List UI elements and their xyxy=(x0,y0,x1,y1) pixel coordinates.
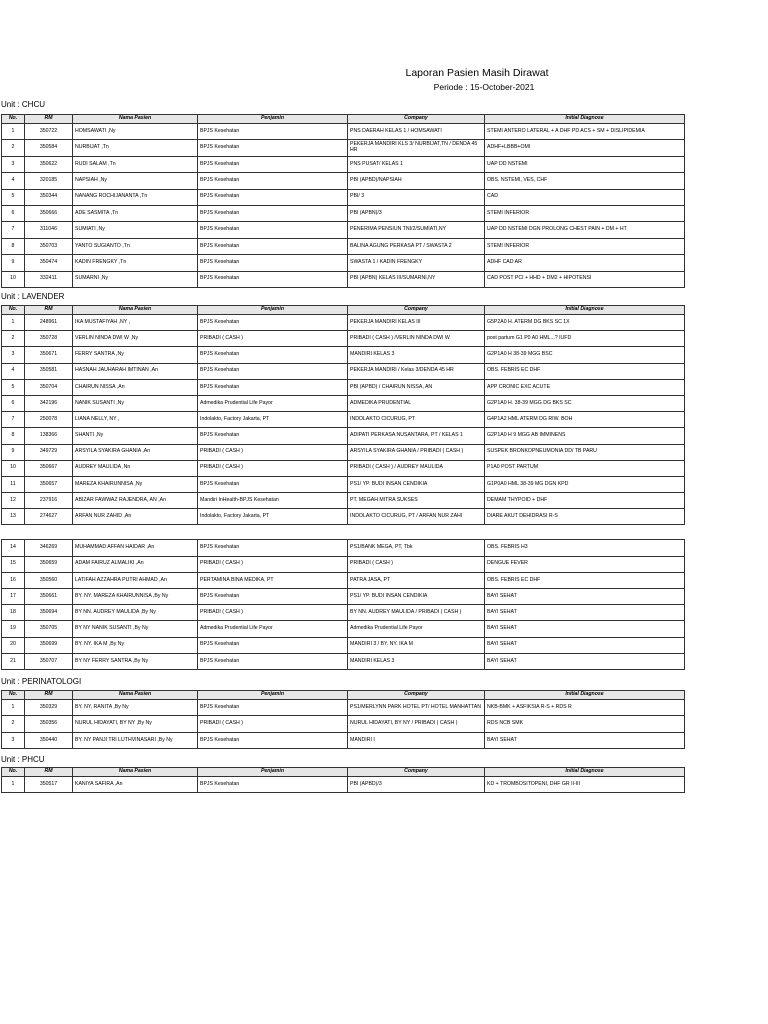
table-row xyxy=(2,173,685,189)
table-cell: G4P1A2 HML ATERM DG RIW. BOH xyxy=(485,412,685,428)
table-cell: 350705 xyxy=(25,621,73,637)
table-cell: 349729 xyxy=(25,444,73,460)
table-cell: 2 xyxy=(2,716,25,732)
table-row xyxy=(2,412,685,428)
table-row xyxy=(2,621,685,637)
table-row xyxy=(2,379,685,395)
table-cell: PRIBADI ( CASH ) xyxy=(198,444,348,460)
table-row xyxy=(2,777,685,793)
table-cell: post partum G1 P0 A0 HML...? IUFD xyxy=(485,331,685,347)
table-cell: PRIBADI ( CASH ) xyxy=(198,716,348,732)
table-header-row xyxy=(2,768,685,777)
table-cell: 1 xyxy=(2,124,25,140)
table-cell: PNS DAERAH KELAS 1 / HOMSAWATI xyxy=(348,124,485,140)
table-row xyxy=(2,476,685,492)
table-row xyxy=(2,315,685,331)
table-cell: 18 xyxy=(2,605,25,621)
table-cell: 10 xyxy=(2,271,25,287)
column-header: Nama Pasien xyxy=(73,306,198,315)
table-cell: BPJS Kesehatan xyxy=(198,140,348,156)
table-cell: PBI (APBD) / CHAIRUN NISSA, AN xyxy=(348,379,485,395)
table-cell: 6 xyxy=(2,395,25,411)
table-cell: 138366 xyxy=(25,428,73,444)
table-cell: PEKERJA MANDIRI KLS 3/ NURBIJAT,TN / DENDA 45 HR xyxy=(348,140,485,156)
column-header: Initial Diagnose xyxy=(485,691,685,700)
table-cell: 17 xyxy=(2,589,25,605)
table-row xyxy=(2,732,685,748)
table-cell: 350703 xyxy=(25,238,73,254)
table-cell: PBI (APBD)/3 xyxy=(348,777,485,793)
table-row xyxy=(2,255,685,271)
table-cell: 20 xyxy=(2,637,25,653)
table-cell: 8 xyxy=(2,428,25,444)
column-header: No. xyxy=(2,306,25,315)
table-cell: BAYI SEHAT xyxy=(485,605,685,621)
table-cell: ADHF+LBBB+OMI xyxy=(485,140,685,156)
table-cell: PRIBADI ( CASH ) xyxy=(198,331,348,347)
table-cell: Indolakto, Factory Jakarta, PT xyxy=(198,412,348,428)
table-cell: MANDIRI I xyxy=(348,732,485,748)
table-cell: 6 xyxy=(2,205,25,221)
table-cell: ARFAN NUR ZAHID ,An xyxy=(73,509,198,525)
table-cell: Mandiri InHealth-BPJS Kesehatan xyxy=(198,493,348,509)
table-cell: ADIPATI PERKASA NUSANTARA, PT / KELAS 1 xyxy=(348,428,485,444)
table-cell: 10 xyxy=(2,460,25,476)
column-header: Penjamin xyxy=(198,115,348,124)
patient-table xyxy=(1,114,685,288)
table-row xyxy=(2,347,685,363)
table-cell: DENGUE FEVER xyxy=(485,556,685,572)
column-header: Penjamin xyxy=(198,768,348,777)
column-header: Nama Pasien xyxy=(73,115,198,124)
column-header: Company xyxy=(348,691,485,700)
table-cell: 350667 xyxy=(25,460,73,476)
table-cell: Indolakto, Factory Jakarta, PT xyxy=(198,509,348,525)
table-cell: BAYI SEHAT xyxy=(485,732,685,748)
table-cell: NAPSIAH ,Ny xyxy=(73,173,198,189)
table-cell: PNS PUSAT/ KELAS 1 xyxy=(348,156,485,172)
table-cell: 350356 xyxy=(25,716,73,732)
table-cell: 350517 xyxy=(25,777,73,793)
table-cell: KANIYA SAFIRA ,An xyxy=(73,777,198,793)
table-cell: NANIK SUSANTI ,Ny xyxy=(73,395,198,411)
table-cell: BY NY FERRY SANTRA ,By Ny xyxy=(73,653,198,669)
table-cell: IKA MUSTAFIYAH ,NY , xyxy=(73,315,198,331)
table-cell: BPJS Kesehatan xyxy=(198,315,348,331)
unit-label: Unit : PERINATOLOGI xyxy=(1,677,82,686)
table-cell: SUMIATI ,Ny xyxy=(73,222,198,238)
table-cell: BAYI SEHAT xyxy=(485,621,685,637)
table-cell: AUDREY MAULIDA ,Nn xyxy=(73,460,198,476)
table-cell: BPJS Kesehatan xyxy=(198,238,348,254)
table-cell: BPJS Kesehatan xyxy=(198,222,348,238)
table-cell: NURUL HIDAYATI, BY NY / PRIBADI ( CASH ) xyxy=(348,716,485,732)
table-row xyxy=(2,428,685,444)
table-cell: FERRY SANTRA ,Ny xyxy=(73,347,198,363)
table-row xyxy=(2,556,685,572)
column-header: Penjamin xyxy=(198,306,348,315)
table-cell: PENERIMA PENSIUN TNI/2/SUMIATI,NY xyxy=(348,222,485,238)
table-cell: OBS. FEBRIS EC DHF xyxy=(485,363,685,379)
column-header: Initial Diagnose xyxy=(485,306,685,315)
table-cell: MANDIRI 3 / BY. NY. IKA M xyxy=(348,637,485,653)
table-row xyxy=(2,716,685,732)
table-cell: PS1/BANK MEGA, PT, Tbk xyxy=(348,540,485,556)
table-row xyxy=(2,238,685,254)
table-cell: 350474 xyxy=(25,255,73,271)
table-header-row xyxy=(2,306,685,315)
table-cell: BPJS Kesehatan xyxy=(198,428,348,444)
table-cell: DIARE AKUT DEHIDRASI R-S xyxy=(485,509,685,525)
table-cell: 350329 xyxy=(25,700,73,716)
table-cell: NURUL HIDAYATI, BY NY ,By Ny xyxy=(73,716,198,732)
table-cell: 350722 xyxy=(25,124,73,140)
table-cell: VERLIN NINDA DWI W ,Ny xyxy=(73,331,198,347)
column-header: RM xyxy=(25,115,73,124)
table-row xyxy=(2,205,685,221)
table-cell: ABIZAR FAWWAZ RAJENDRA, AN ,An xyxy=(73,493,198,509)
table-cell: G1P0A0 HML 38-39 MG DGN KPD xyxy=(485,476,685,492)
table-cell: BAYI SEHAT xyxy=(485,653,685,669)
table-cell: PS1/ YP. BUDI INSAN CENDIKIA xyxy=(348,476,485,492)
table-cell: 250078 xyxy=(25,412,73,428)
column-header: RM xyxy=(25,691,73,700)
table-cell: G2P1A0 H. 38-39 MGG DG BKS SC xyxy=(485,395,685,411)
report-period: Periode : 15-October-2021 xyxy=(433,82,535,92)
table-cell: 350657 xyxy=(25,476,73,492)
table-cell: 350440 xyxy=(25,732,73,748)
table-cell: 5 xyxy=(2,189,25,205)
table-cell: SWASTA 1 / KADIN FRENGKY xyxy=(348,255,485,271)
table-cell: 15 xyxy=(2,556,25,572)
table-cell: SUMARNI ,Ny xyxy=(73,271,198,287)
table-cell: 350584 xyxy=(25,140,73,156)
table-cell: 350671 xyxy=(25,347,73,363)
table-row xyxy=(2,700,685,716)
unit-label: Unit : CHCU xyxy=(1,100,46,109)
table-cell: BPJS Kesehatan xyxy=(198,255,348,271)
table-cell: BY. NY. IKA M ,By Ny xyxy=(73,637,198,653)
table-cell: RDS NCB SMK xyxy=(485,716,685,732)
column-header: No. xyxy=(2,691,25,700)
table-cell: 12 xyxy=(2,493,25,509)
column-header: Penjamin xyxy=(198,691,348,700)
table-cell: 21 xyxy=(2,653,25,669)
table-row xyxy=(2,222,685,238)
table-cell: HASNAH JAUHARAH IMTINAN ,An xyxy=(73,363,198,379)
table-cell: PEKERJA MANDIRI / Kelas 3/DENDA 45 HR xyxy=(348,363,485,379)
table-cell: ADMEDIKA PRUDENTIAL xyxy=(348,395,485,411)
table-cell: MANDIRI KELAS 3 xyxy=(348,347,485,363)
table-cell: PATRA JASA, PT xyxy=(348,572,485,588)
table-cell: LIANA NELLY, NY , xyxy=(73,412,198,428)
table-cell: BY. NY, RANITA ,By Ny xyxy=(73,700,198,716)
table-cell: 274627 xyxy=(25,509,73,525)
table-cell: UAP DD NSTEMI xyxy=(485,156,685,172)
table-cell: PERTAMINA BINA MEDIKA, PT xyxy=(198,572,348,588)
table-row xyxy=(2,572,685,588)
table-cell: 350344 xyxy=(25,189,73,205)
table-cell: CAD xyxy=(485,189,685,205)
table-cell: INDOLAKTO CICURUG, PT xyxy=(348,412,485,428)
table-cell: OBS. FEBRIS EC DHF xyxy=(485,572,685,588)
table-cell: OBS. FEBRIS H3 xyxy=(485,540,685,556)
table-cell: 237916 xyxy=(25,493,73,509)
table-cell: BPJS Kesehatan xyxy=(198,700,348,716)
table-cell: APP CRONIC EXC ACUTE xyxy=(485,379,685,395)
table-cell: STEMI INFERIOR xyxy=(485,205,685,221)
table-cell: KADIN FRENGKY ,Tn xyxy=(73,255,198,271)
table-cell: 350560 xyxy=(25,572,73,588)
table-cell: 4 xyxy=(2,173,25,189)
table-cell: 7 xyxy=(2,222,25,238)
table-cell: 320185 xyxy=(25,173,73,189)
table-header-row xyxy=(2,115,685,124)
table-row xyxy=(2,509,685,525)
table-cell: 8 xyxy=(2,238,25,254)
table-row xyxy=(2,124,685,140)
table-cell: G2P1A0 H 38-39 MGG BSC xyxy=(485,347,685,363)
table-row xyxy=(2,637,685,653)
table-cell: Admedika Prudential Life Payor xyxy=(198,395,348,411)
table-row xyxy=(2,363,685,379)
table-cell: PBI (APBD)/NAPSIAH xyxy=(348,173,485,189)
column-header: Initial Diagnose xyxy=(485,768,685,777)
table-cell: P1A0 POST PARTUM xyxy=(485,460,685,476)
table-cell: STEMI ANTERO LATERAL + A DHF PD ACS + SM + DISLIPIDEMIA xyxy=(485,124,685,140)
table-cell: BPJS Kesehatan xyxy=(198,205,348,221)
table-cell: BPJS Kesehatan xyxy=(198,271,348,287)
column-header: Initial Diagnose xyxy=(485,115,685,124)
table-cell: PRIBADI ( CASH ) xyxy=(198,556,348,572)
table-cell: ADHF CAD AR xyxy=(485,255,685,271)
table-cell: BY. NY. MAREZA KHAIRUNNISA ,By Ny xyxy=(73,589,198,605)
column-header: Nama Pasien xyxy=(73,691,198,700)
column-header: Company xyxy=(348,306,485,315)
table-cell: 2 xyxy=(2,140,25,156)
patient-table xyxy=(1,305,685,670)
table-cell: 1 xyxy=(2,777,25,793)
table-cell: DEMAM THYPOID + DHF xyxy=(485,493,685,509)
table-cell: 350666 xyxy=(25,205,73,221)
table-cell: BAYI SEHAT xyxy=(485,637,685,653)
table-cell: G2P1A0 H 9 MGG AB IMMINENS xyxy=(485,428,685,444)
table-cell: NURBIJAT ,Tn xyxy=(73,140,198,156)
table-row xyxy=(2,156,685,172)
table-cell: NANANG ROCHIJANANTA ,Tn xyxy=(73,189,198,205)
table-cell: 248961 xyxy=(25,315,73,331)
table-cell: PRIBADI ( CASH ) xyxy=(198,605,348,621)
table-row xyxy=(2,653,685,669)
table-cell: BAYI SEHAT xyxy=(485,589,685,605)
table-cell: ADE SASMITA ,Tn xyxy=(73,205,198,221)
table-cell: BPJS Kesehatan xyxy=(198,379,348,395)
table-cell: 4 xyxy=(2,363,25,379)
table-cell: MUHAMMAD AFFAN HAIDAR ,An xyxy=(73,540,198,556)
table-row xyxy=(2,189,685,205)
table-cell: STEMI INFERIOR xyxy=(485,238,685,254)
table-cell: CHAIRUN NISSA ,An xyxy=(73,379,198,395)
table-cell: 16 xyxy=(2,572,25,588)
table-cell: 9 xyxy=(2,444,25,460)
column-header: RM xyxy=(25,306,73,315)
table-cell: BPJS Kesehatan xyxy=(198,347,348,363)
table-cell: LATIFAH AZZAHRA PUTRI AHMAD ,An xyxy=(73,572,198,588)
table-cell: RUDI SALAM ,Tn xyxy=(73,156,198,172)
table-cell: MAREZA KHAIRUNNISA ,Ny xyxy=(73,476,198,492)
table-cell: 2 xyxy=(2,331,25,347)
table-cell: PRIBADI ( CASH ) xyxy=(198,460,348,476)
table-cell: 332411 xyxy=(25,271,73,287)
table-cell: PRIBADI ( CASH ) /VERLIN NINDA DWI W xyxy=(348,331,485,347)
table-cell: MANDIRI KELAS 3 xyxy=(348,653,485,669)
table-cell: PS1/MERLYNN PARK HOTEL PT/ HOTEL MANHATTAN xyxy=(348,700,485,716)
table-cell: 14 xyxy=(2,540,25,556)
table-cell: 7 xyxy=(2,412,25,428)
table-cell: BY NY NANIK SUSANTI ,By Ny xyxy=(73,621,198,637)
table-cell: BY NN. AUDREY MAULIDA / PRIBADI ( CASH ) xyxy=(348,605,485,621)
table-cell: NKB-BMK + ASFIKSIA R-S + RDS R xyxy=(485,700,685,716)
table-cell: 350699 xyxy=(25,637,73,653)
column-header: RM xyxy=(25,768,73,777)
column-header: No. xyxy=(2,115,25,124)
table-cell: 311046 xyxy=(25,222,73,238)
table-cell: ARSYILA SYAKIRA GHANIA / PRIBADI ( CASH ) xyxy=(348,444,485,460)
table-cell: BPJS Kesehatan xyxy=(198,173,348,189)
table-cell: BY. NY PANJI TRI LUTHVINASARI ,By Ny xyxy=(73,732,198,748)
table-cell: BPJS Kesehatan xyxy=(198,589,348,605)
table-cell: PT. MEGAH MITRA SUKSES xyxy=(348,493,485,509)
table-cell: 11 xyxy=(2,476,25,492)
table-cell: OBS. NSTEMI, VES, CHF xyxy=(485,173,685,189)
table-cell: 350661 xyxy=(25,589,73,605)
table-cell: 350707 xyxy=(25,653,73,669)
table-cell: 3 xyxy=(2,732,25,748)
table-cell: 350622 xyxy=(25,156,73,172)
table-cell: INDOLAKTO CICURUG, PT / ARFAN NUR ZAHI xyxy=(348,509,485,525)
table-row xyxy=(2,589,685,605)
column-header: Company xyxy=(348,768,485,777)
table-cell: BY NN. AUDREY MAULIDA ,By Ny xyxy=(73,605,198,621)
table-cell: UAP DD NSTEMI DGN PROLONG CHEST PAIN + DM + HT xyxy=(485,222,685,238)
table-cell: BPJS Kesehatan xyxy=(198,637,348,653)
report-title: Laporan Pasien Masih Dirawat xyxy=(405,67,549,79)
table-cell: 350694 xyxy=(25,605,73,621)
table-cell: Admedika Prudential Life Payor xyxy=(348,621,485,637)
table-cell: PBI (APBN)/3 xyxy=(348,205,485,221)
table-cell: BPJS Kesehatan xyxy=(198,124,348,140)
page-break-gap xyxy=(2,525,685,540)
column-header: Nama Pasien xyxy=(73,768,198,777)
table-cell: SUSPEK BRONKOPNEUMONIA DD/ TB PARU xyxy=(485,444,685,460)
unit-label: Unit : PHCU xyxy=(1,755,45,764)
table-cell: BPJS Kesehatan xyxy=(198,189,348,205)
column-header: Company xyxy=(348,115,485,124)
table-cell: 342196 xyxy=(25,395,73,411)
table-cell: 3 xyxy=(2,156,25,172)
table-row xyxy=(2,395,685,411)
table-cell: YANTO SUGIANTO ,Tn xyxy=(73,238,198,254)
table-cell: PBI (APBN) KELAS III/SUMARNI,NY xyxy=(348,271,485,287)
table-cell: PRIBADI ( CASH ) xyxy=(348,556,485,572)
table-row xyxy=(2,605,685,621)
table-cell: 9 xyxy=(2,255,25,271)
table-cell: ADAM FAIRUZ ALMALIKI ,An xyxy=(73,556,198,572)
table-cell: BPJS Kesehatan xyxy=(198,476,348,492)
table-row xyxy=(2,540,685,556)
table-cell: Admedika Prudential Life Payor xyxy=(198,621,348,637)
table-cell: 350659 xyxy=(25,556,73,572)
table-header-row xyxy=(2,691,685,700)
table-cell: PS1/ YP. BUDI INSAN CENDIKIA xyxy=(348,589,485,605)
table-cell: BPJS Kesehatan xyxy=(198,653,348,669)
column-header: No. xyxy=(2,768,25,777)
table-cell: 346269 xyxy=(25,540,73,556)
table-cell: 19 xyxy=(2,621,25,637)
table-cell: KD + TROMBOSITOPENI, DHF GR II-III xyxy=(485,777,685,793)
table-cell: 350581 xyxy=(25,363,73,379)
table-cell: PBI/ 3 xyxy=(348,189,485,205)
table-cell: G5P2A0 H. ATERM DG BKS SC 1X xyxy=(485,315,685,331)
table-cell: 5 xyxy=(2,379,25,395)
table-cell: SHANTI ,Ny xyxy=(73,428,198,444)
table-cell: BPJS Kesehatan xyxy=(198,156,348,172)
table-cell: CAD POST PCI + HHD + DM2 + HIPOTENSI xyxy=(485,271,685,287)
table-cell: 1 xyxy=(2,700,25,716)
table-row xyxy=(2,271,685,287)
table-cell: BPJS Kesehatan xyxy=(198,363,348,379)
patient-table xyxy=(1,767,685,793)
table-cell: 350704 xyxy=(25,379,73,395)
table-cell: BPJS Kesehatan xyxy=(198,777,348,793)
table-cell: BALINA AGUNG PERKASA PT / SWASTA 2 xyxy=(348,238,485,254)
table-cell: 13 xyxy=(2,509,25,525)
table-cell: ARSYILA SYAKIRA GHANIA ,An xyxy=(73,444,198,460)
table-cell: HOMSAWATI ,Ny xyxy=(73,124,198,140)
table-cell: PRIBADI ( CASH ) / AUDREY MAULIDA xyxy=(348,460,485,476)
table-row xyxy=(2,493,685,509)
patient-table xyxy=(1,690,685,749)
table-cell: 350728 xyxy=(25,331,73,347)
table-cell: BPJS Kesehatan xyxy=(198,732,348,748)
table-cell: 3 xyxy=(2,347,25,363)
table-cell: PEKERJA MANDIRI KELAS III xyxy=(348,315,485,331)
unit-label: Unit : LAVENDER xyxy=(1,292,65,301)
table-row xyxy=(2,460,685,476)
table-cell: BPJS Kesehatan xyxy=(198,540,348,556)
table-row xyxy=(2,444,685,460)
table-cell: 1 xyxy=(2,315,25,331)
table-row xyxy=(2,331,685,347)
table-row xyxy=(2,140,685,156)
